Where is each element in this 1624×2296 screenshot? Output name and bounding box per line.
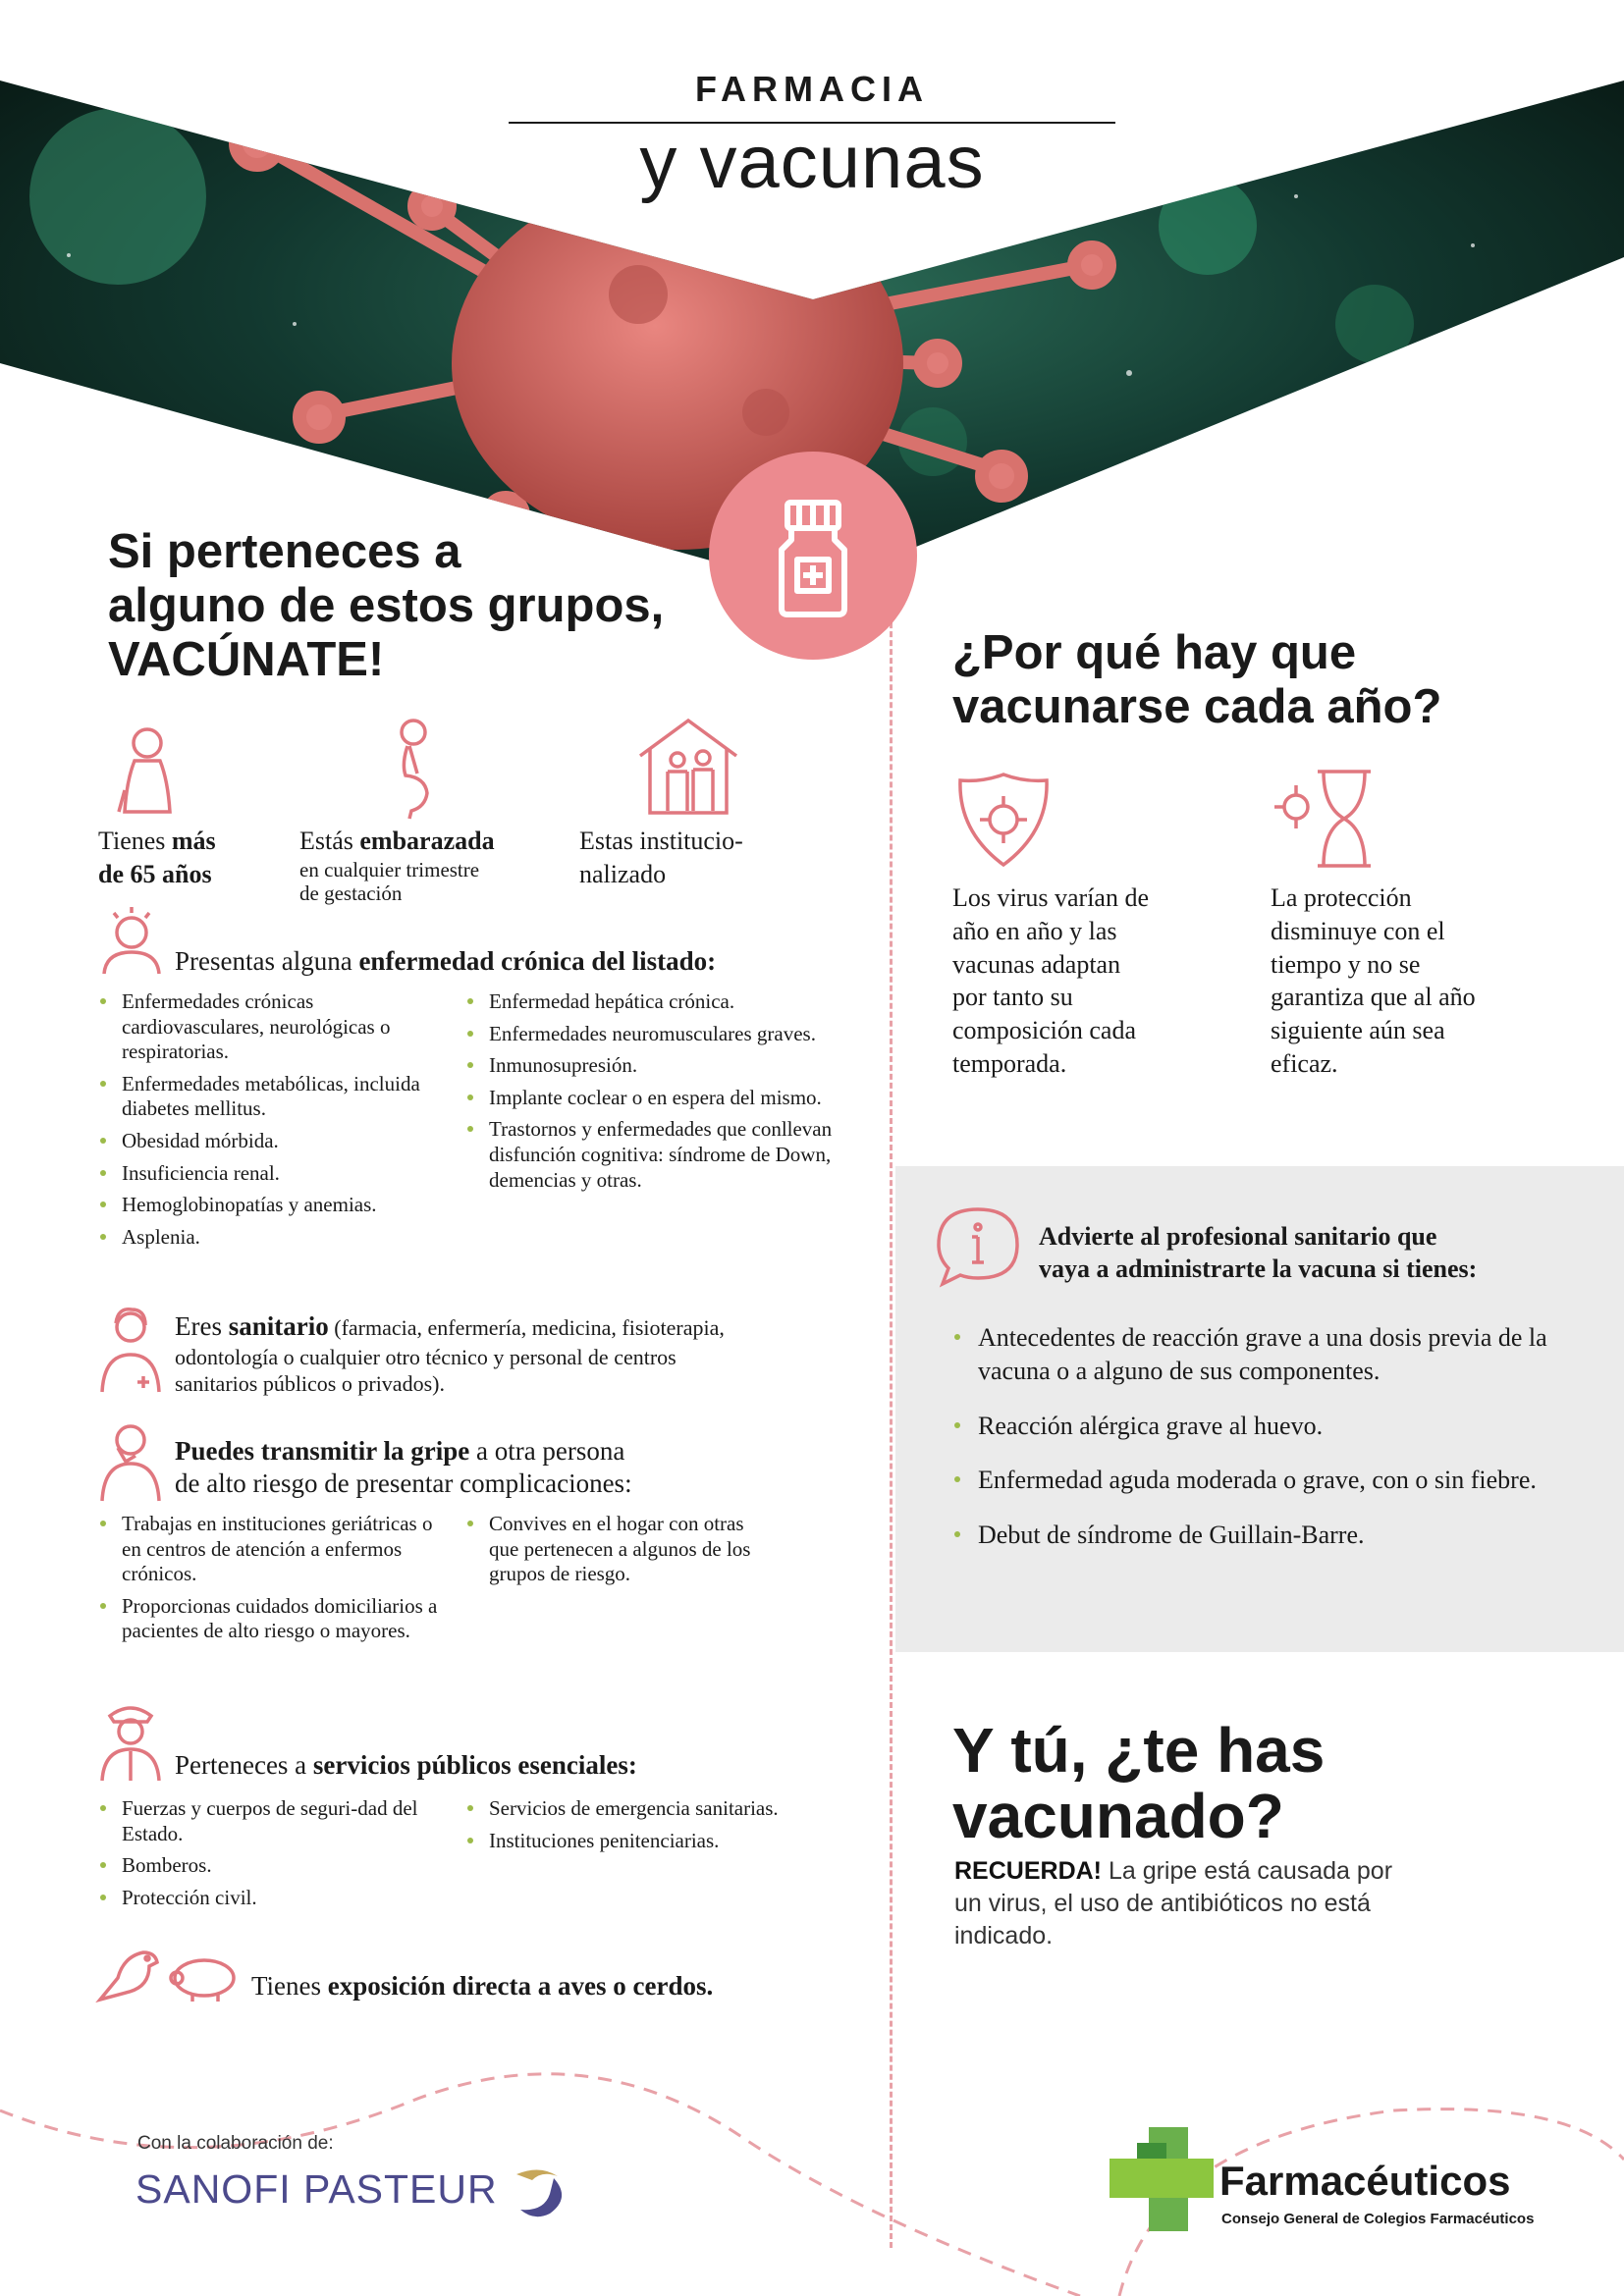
- group-institution-line2: nalizado: [579, 859, 667, 888]
- virus-shield-icon: [954, 771, 1053, 869]
- left-heading-line1: Si perteneces a: [108, 525, 461, 578]
- reason-1-line1: Los virus varían de: [952, 883, 1150, 912]
- transmit-title: [175, 1435, 632, 1500]
- pregnant-woman-icon: [388, 717, 447, 820]
- list-item: Enfermedades metabólicas, incluida diabetes mellitus.: [98, 1072, 452, 1122]
- coughing-person-icon: [94, 1418, 167, 1502]
- transmit-rest: a otra persona: [469, 1436, 625, 1466]
- sanitario-rest: (farmacia, enfermería, medicina, fisioterapia,: [328, 1315, 725, 1340]
- warning-title-line2: vaya a administrarte la vacuna si tienes:: [1039, 1254, 1478, 1283]
- list-item: Protección civil.: [98, 1886, 432, 1911]
- sanitario-line2: odontología o cualquier otro técnico y personal de centros: [175, 1344, 677, 1369]
- chronic-intro: Presentas alguna: [175, 946, 359, 976]
- right-heading-line1: ¿Por qué hay que: [952, 626, 1357, 679]
- chronic-title: [175, 946, 716, 977]
- farmaceuticos-cross-icon: [1108, 2125, 1216, 2233]
- list-item: Debut de síndrome de Guillain-Barre.: [952, 1519, 1561, 1552]
- services-bold: servicios públicos esenciales:: [312, 1750, 637, 1780]
- sanitario-intro: Eres: [175, 1311, 229, 1341]
- info-bubble-icon: [935, 1205, 1023, 1289]
- column-divider: [890, 569, 893, 2248]
- services-title: [175, 1750, 637, 1781]
- reason-2-line2: disminuye con el: [1271, 916, 1445, 945]
- group-age-bold: más: [171, 827, 216, 855]
- list-item: Antecedentes de reacción grave a una dosis previa de la vacuna o a alguno de sus componentes.: [952, 1321, 1561, 1388]
- transmit-list-1: [98, 1512, 447, 1651]
- sanofi-logo-text: SANOFI PASTEUR: [135, 2166, 498, 2212]
- reason-1-line3: vacunas adaptan: [952, 949, 1121, 979]
- farmaceuticos-subtitle: Consejo General de Colegios Farmacéuticos: [1221, 2211, 1535, 2227]
- list-item: Hemoglobinopatías y anemias.: [98, 1193, 452, 1218]
- left-heading-line2: alguno de estos grupos,: [108, 578, 665, 632]
- chronic-list-1: [98, 989, 452, 1256]
- animals-bold: exposición directa a aves o cerdos.: [327, 1971, 714, 2001]
- sanitario-line3: sanitarios públicos o privados).: [175, 1371, 445, 1397]
- reason-1: [952, 881, 1149, 1081]
- list-item: Enfermedades crónicas cardiovasculares, neurológicas o respiratorias.: [98, 989, 452, 1065]
- sanitario-bold: sanitario: [228, 1311, 329, 1341]
- closing-heading: [952, 1715, 1326, 1852]
- elderly-woman-icon: [113, 721, 182, 820]
- list-item: Implante coclear o en espera del mismo.: [465, 1086, 834, 1111]
- reason-2-line3: tiempo y no se: [1271, 949, 1421, 979]
- closing-text-line2: un virus, el uso de antibióticos no está: [954, 1890, 1371, 1917]
- police-officer-icon: [96, 1698, 165, 1782]
- brand-subtitle: y vacunas: [639, 121, 985, 204]
- group-age-line2: de 65 años: [98, 859, 212, 888]
- sanofi-logo-icon: [511, 2164, 571, 2221]
- farmaceuticos-logo-text: Farmacéuticos: [1219, 2158, 1511, 2204]
- group-pregnant-normal: Estás: [299, 827, 360, 855]
- sick-person-icon: [96, 905, 167, 976]
- closing-heading-line2: vacunado?: [952, 1781, 1284, 1852]
- services-list-1: [98, 1796, 432, 1917]
- list-item: Reacción alérgica grave al huevo.: [952, 1410, 1561, 1443]
- chronic-list-2: [465, 989, 834, 1200]
- list-item: Enfermedades neuromusculares graves.: [465, 1022, 834, 1047]
- animals-intro: Tienes: [251, 1971, 328, 2001]
- virus-hourglass-icon: [1269, 768, 1377, 871]
- list-item: Bomberos.: [98, 1853, 432, 1879]
- left-heading-line3: VACÚNATE!: [108, 632, 385, 686]
- medicine-bottle-icon: [709, 452, 917, 660]
- services-intro: Perteneces a: [175, 1750, 313, 1780]
- reason-1-line4: por tanto su: [952, 983, 1073, 1012]
- group-pregnant: [299, 825, 495, 905]
- list-item: Inmunosupresión.: [465, 1053, 834, 1079]
- sanitario-text: [175, 1310, 842, 1398]
- list-item: Asplenia.: [98, 1225, 452, 1251]
- closing-text: [954, 1855, 1392, 1952]
- reason-2-line6: eficaz.: [1271, 1048, 1338, 1078]
- warning-title: [1039, 1221, 1477, 1285]
- closing-text-line1: La gripe está causada por: [1102, 1857, 1393, 1885]
- transmit-bold: Puedes transmitir la gripe: [175, 1436, 470, 1466]
- closing-text-line3: indicado.: [954, 1922, 1054, 1949]
- reason-1-line2: año en año y las: [952, 916, 1117, 945]
- reason-2-line5: siguiente aún sea: [1271, 1016, 1445, 1045]
- reason-2-line1: La protección: [1271, 883, 1412, 912]
- reason-2-line4: garantiza que al año: [1271, 983, 1476, 1012]
- warning-list: [952, 1321, 1561, 1574]
- list-item: Trabajas en instituciones geriátricas o en centros de atención a enfermos crónicos.: [98, 1512, 447, 1587]
- reason-2: [1271, 881, 1476, 1081]
- health-worker-icon: [96, 1306, 165, 1394]
- group-institution-line1: Estas institucio-: [579, 827, 743, 855]
- collaboration-label: Con la colaboración de:: [137, 2133, 334, 2154]
- list-item: Trastornos y enfermedades que conllevan disfunción cognitiva: síndrome de Down, demencias y otras.: [465, 1117, 834, 1193]
- reason-1-line5: composición cada: [952, 1016, 1136, 1045]
- closing-bold: RECUERDA!: [954, 1857, 1102, 1885]
- group-institution: [579, 825, 743, 891]
- list-item: Convives en el hogar con otras que pertenecen a algunos de los grupos de riesgo.: [465, 1512, 760, 1587]
- list-item: Proporcionas cuidados domiciliarios a pacientes de alto riesgo o mayores.: [98, 1594, 447, 1644]
- group-age: [98, 825, 216, 891]
- left-heading: [108, 525, 664, 687]
- bird-pig-icon: [94, 1939, 242, 2007]
- closing-heading-line1: Y tú, ¿te has: [952, 1715, 1326, 1786]
- group-pregnant-sub2: de gestación: [299, 881, 403, 905]
- right-heading-line2: vacunarse cada año?: [952, 679, 1442, 733]
- group-age-normal: Tienes: [98, 827, 172, 855]
- list-item: Fuerzas y cuerpos de seguri-dad del Estado.: [98, 1796, 432, 1846]
- list-item: Instituciones penitenciarias.: [465, 1829, 799, 1854]
- list-item: Enfermedad hepática crónica.: [465, 989, 834, 1015]
- list-item: Insuficiencia renal.: [98, 1161, 452, 1187]
- right-heading: [952, 626, 1441, 734]
- reason-1-line6: temporada.: [952, 1048, 1067, 1078]
- transmit-line2: de alto riesgo de presentar complicaciones:: [175, 1468, 632, 1498]
- list-item: Enfermedad aguda moderada o grave, con o sin fiebre.: [952, 1464, 1561, 1497]
- group-pregnant-sub1: en cualquier trimestre: [299, 857, 480, 881]
- care-home-icon: [636, 717, 740, 817]
- transmit-list-2: [465, 1512, 760, 1594]
- brand-top: FARMACIA: [695, 69, 929, 109]
- services-list-2: [465, 1796, 799, 1860]
- medicine-bottle-badge: [709, 452, 917, 660]
- list-item: Obesidad mórbida.: [98, 1129, 452, 1154]
- chronic-bold: enfermedad crónica del listado:: [358, 946, 717, 976]
- list-item: Servicios de emergencia sanitarias.: [465, 1796, 799, 1822]
- group-pregnant-bold: embarazada: [359, 827, 495, 855]
- warning-title-line1: Advierte al profesional sanitario que: [1039, 1222, 1437, 1251]
- animals-title: [251, 1971, 713, 2002]
